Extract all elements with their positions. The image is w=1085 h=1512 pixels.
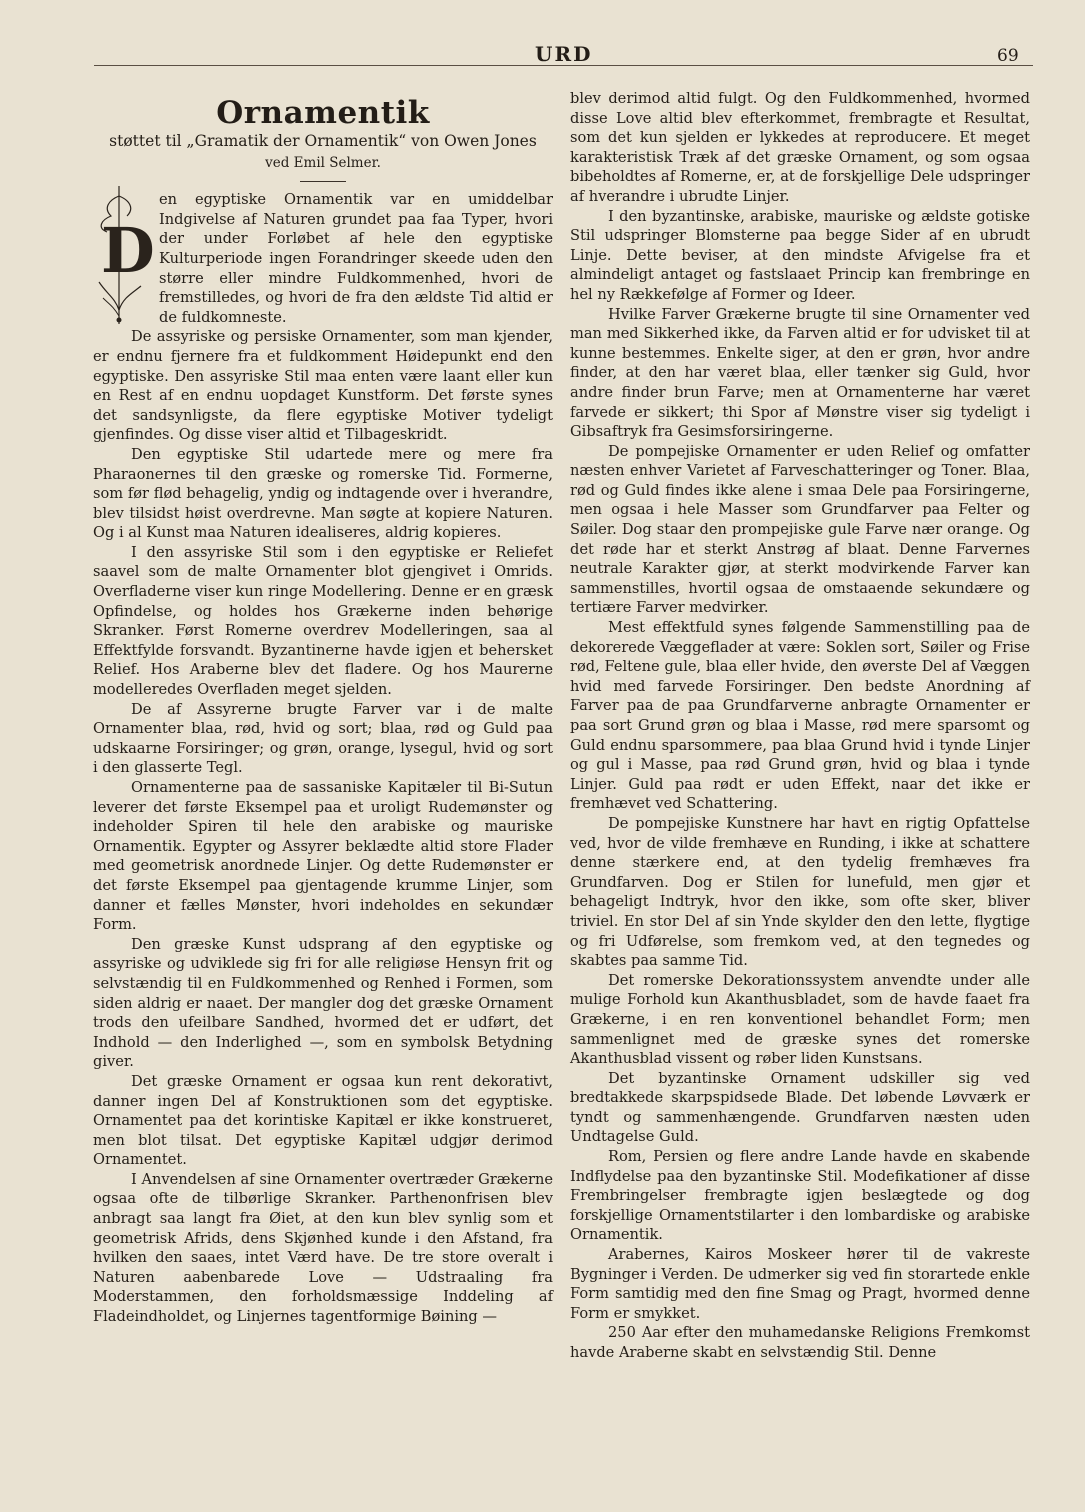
paragraph: 250 Aar efter den muhamedanske Religions Fremkomst havde Araberne skabt en selvstændig Stil. Denne [570, 1324, 1030, 1361]
paragraph: Den græske Kunst udsprang af den egyptiske og assyriske og udviklede sig fri for alle religiøse Hensyn frit og selvstændig til en Fuldkommenhed og Renhed i Formen, som siden aldrig er naaet. Der mangler dog det græske Ornament trods den ufeilbare Sandhed, hvormed det er udført, det Indhold — den Inderlighed —, som en symbolsk Betydning giver. [93, 935, 553, 1071]
paragraph: De pompejiske Ornamenter er uden Relief og omfatter næsten enhver Varietet af Farveschatteringer og Toner. Blaa, rød og Guld findes ikke alene i smaa Dele paa Forsiringerne, men ogsaa i hele Masser som Grundfarver paa Felter og Søiler. Dog staar den prompejiske gule Farve nær orange. Og det røde har et sterkt Anstrøg af blaat. Denne Farvernes neutrale Karakter gjør, at sterkt modvirkende Farver kan sammenstilles, hvortil ogsaa de omstaaende sekundære og tertiære Farver medvirker. [570, 442, 1030, 617]
running-title: URD [535, 42, 593, 66]
paragraph: Det romerske Dekorationssystem anvendte under alle mulige Forhold kun Akanthusbladet, som de havde faaet fra Grækerne, i en ren konventionel behandlet Form; men sammenlignet med de græske synes det romerske Akanthusblad vissent og røber liden Kunstsans. [570, 971, 1030, 1068]
paragraph: Rom, Persien og flere andre Lande havde en skabende Indflydelse paa den byzantinske Stil. Modefikationer af disse Frembringelser frembragte igjen beslægtede og dog forskjellige Ornamentstilarter i den lombardiske og arabiske Ornamentik. [570, 1148, 1030, 1244]
paragraph: I den byzantinske, arabiske, mauriske og ældste gotiske Stil udspringer Blomsterne paa begge Sider af en ubrudt Linje. Dette beviser, at den mindste Afvigelse fra et almindeligt antaget og fastslaaet Princip kan frembringe en hel ny Rækkefølge af Former og Ideer. [570, 207, 1030, 303]
paragraph: Ornamenterne paa de sassaniske Kapitæler til Bi-Sutun leverer det første Eksempel paa et uroligt Rudemønster og indeholder Spiren til hele den arabiske og mauriske Ornamentik. Egypter og Assyrer beklædte altid store Flader med geometrisk anordnede Linjer. Og dette Rudemønster er det første Eksempel paa gjentagende krumme Linjer, som danner et fælles Mønster, hvori indeholdes en sekundær Form. [93, 779, 553, 934]
paragraph: en egyptiske Ornamentik var en umiddelbar Indgivelse af Naturen grundet paa faa Typer, hvori der under Forløbet af hele den egyptiske Kulturperiode ingen Forandringer skeede uden den større eller mindre Fuldkommenhed, hvori de fremstilledes, og hvori de fra den ældste Tid altid er de fuldkomneste. [159, 191, 553, 326]
article-byline: ved Emil Selmer. [265, 154, 381, 171]
paragraph: Det byzantinske Ornament udskiller sig ved bredtakkede skarpspidsede Blade. Det løbende Løvværk er tyndt og sammenhængende. Grundfarven næsten uden Undtagelse Guld. [570, 1069, 1030, 1146]
paragraph: De pompejiske Kunstnere har havt en rigtig Opfattelse ved, hvor de vilde fremhæve en Runding, i ikke at schattere denne stærkere end, at den tydelig fremhæves fra Grundfarven. Dog er Stilen for lunefuld, men gjør et behageligt Indtryk, hvor den ikke, som ofte sker, bliver triviel. En stor Del af sin Ynde skylder den den lette, flygtige og fri Udførelse, som fremkom ved, at den tegnedes og skabtes paa samme Tid. [570, 814, 1030, 970]
paragraph: I Anvendelsen af sine Ornamenter overtræder Grækerne ogsaa ofte de tilbørlige Skranker. Parthenonfrisen blev anbragt saa langt fra Øiet, at den kun blev synlig som et geometrisk Afrids, dens Skjønhed kunde i den Afstand, fra hvilken den saaes, intet Værd have. De tre store overalt i Naturen aabenbarede Love — Udstraaling fra Moderstammen, den forholdsmæssige Inddeling af Fladeindholdet, og Linjernes tagentformige Bøining — [93, 1170, 553, 1326]
paragraph: Hvilke Farver Grækerne brugte til sine Ornamenter ved man med Sikkerhed ikke, da Farven altid er for udvisket til at kunne bestemmes. Enkelte siger, at den er grøn, hvor andre finder, at den har været blaa, eller tænker sig Guld, hvor andre finder brun Farve; men at Ornamenterne har været farvede er sikkert; thi Spor af Mønstre viser sig tydeligt i Gibsaftryk fra Gesimsforsiringerne. [570, 305, 1030, 441]
paragraph: I den assyriske Stil som i den egyptiske er Reliefet saavel som de malte Ornamenter blot gjengivet i Omrids. Overfladerne viser kun ringe Modellering. Denne er en græsk Opfindelse, og holdes hos Grækerne inden behørige Skranker. Først Romerne overdrev Modelleringen, saa al Effektfylde forsvandt. Byzantinerne havde igjen et behersket Relief. Hos Araberne blev det fladere. Og hos Maurerne modelleredes Overfladen meget sjelden. [93, 543, 553, 699]
ornamental-drop-cap [89, 186, 155, 324]
article-subtitle: støttet til „Gramatik der Ornamentik“ von Owen Jones [109, 131, 537, 150]
right-column [570, 89, 1030, 1363]
title-rule [300, 181, 346, 182]
paragraph: blev derimod altid fulgt. Og den Fuldkommenhed, hvormed disse Love altid blev efterkommet, frembragte et Resultat, som det kun sjelden er lykkedes at reproducere. Et meget karakteristisk Træk af det græske Ornament, og som ogsaa bibeholdtes af Romerne, er, at de forskjellige Dele udspringer af hverandre i ubrudte Linjer. [570, 90, 1030, 205]
left-column [93, 86, 553, 1327]
paragraph: Den egyptiske Stil udartede mere og mere fra Pharaonernes til den græske og romerske Tid. Formerne, som før flød behagelig, yndig og indtagende over i hverandre, blev tilsidst høist overdrevne. Man søgte at kopiere Naturen. Og i al Kunst maa Naturen idealiseres, aldrig kopieres. [93, 445, 553, 542]
running-head [0, 38, 1085, 68]
paragraph: Mest effektfuld synes følgende Sammenstilling paa de dekorerede Væggeflader at være: Soklen sort, Søiler og Frise rød, Feltene gule, blaa eller hvide, den øverste Del af Væggen hvid med farvede Forsiringer. Den bedste Anordning af Farver paa de paa Grundfarverne anbragte Ornamenter er paa sort Grund grøn og blaa i Masse, rød mere sparsomt og Guld endnu sparsommere, paa blaa Grund hvid i tynde Linjer og gul i Masse, paa rød Grund grøn, hvid og blaa i tynde Linjer. Guld paa rødt er uden Effekt, naar det ikke er fremhævet ved Schattering. [570, 619, 1030, 813]
header-rule [94, 65, 1033, 66]
paragraph: Arabernes, Kairos Moskeer hører til de vakreste Bygninger i Verden. De udmerker sig ved fin storartede enkle Form samtidig med den fine Smag og Pragt, hvormed denne Form er smykket. [570, 1246, 1030, 1322]
paragraph: Det græske Ornament er ogsaa kun rent dekorativt, danner ingen Del af Konstruktionen som det egyptiske. Ornamentet paa det korintiske Kapitæl er ikke konstrueret, men blot tilsat. Det egyptiske Kapitæl udgjør derimod Ornamentet. [93, 1072, 553, 1169]
drop-cap-letter: D [101, 214, 155, 288]
article-title: Ornamentik [216, 95, 430, 131]
page-number: 69 [997, 46, 1019, 66]
paragraph: De af Assyrerne brugte Farver var i de malte Ornamenter blaa, rød, hvid og sort; blaa, rød og Guld paa udskaarne Forsiringer; og grøn, orange, lysegul, hvid og sort i den glasserte Tegl. [93, 700, 553, 777]
paragraph: De assyriske og persiske Ornamenter, som man kjender, er endnu fjernere fra et fuldkomment Høidepunkt end den egyptiske. Den assyriske Stil maa enten være laant eller kun en Rest af en endnu uopdaget Kunstform. Det første synes det sandsynligste, da flere egyptiske Motiver tydeligt gjenfindes. Og disse viser altid et Tilbageskridt. [93, 328, 553, 444]
